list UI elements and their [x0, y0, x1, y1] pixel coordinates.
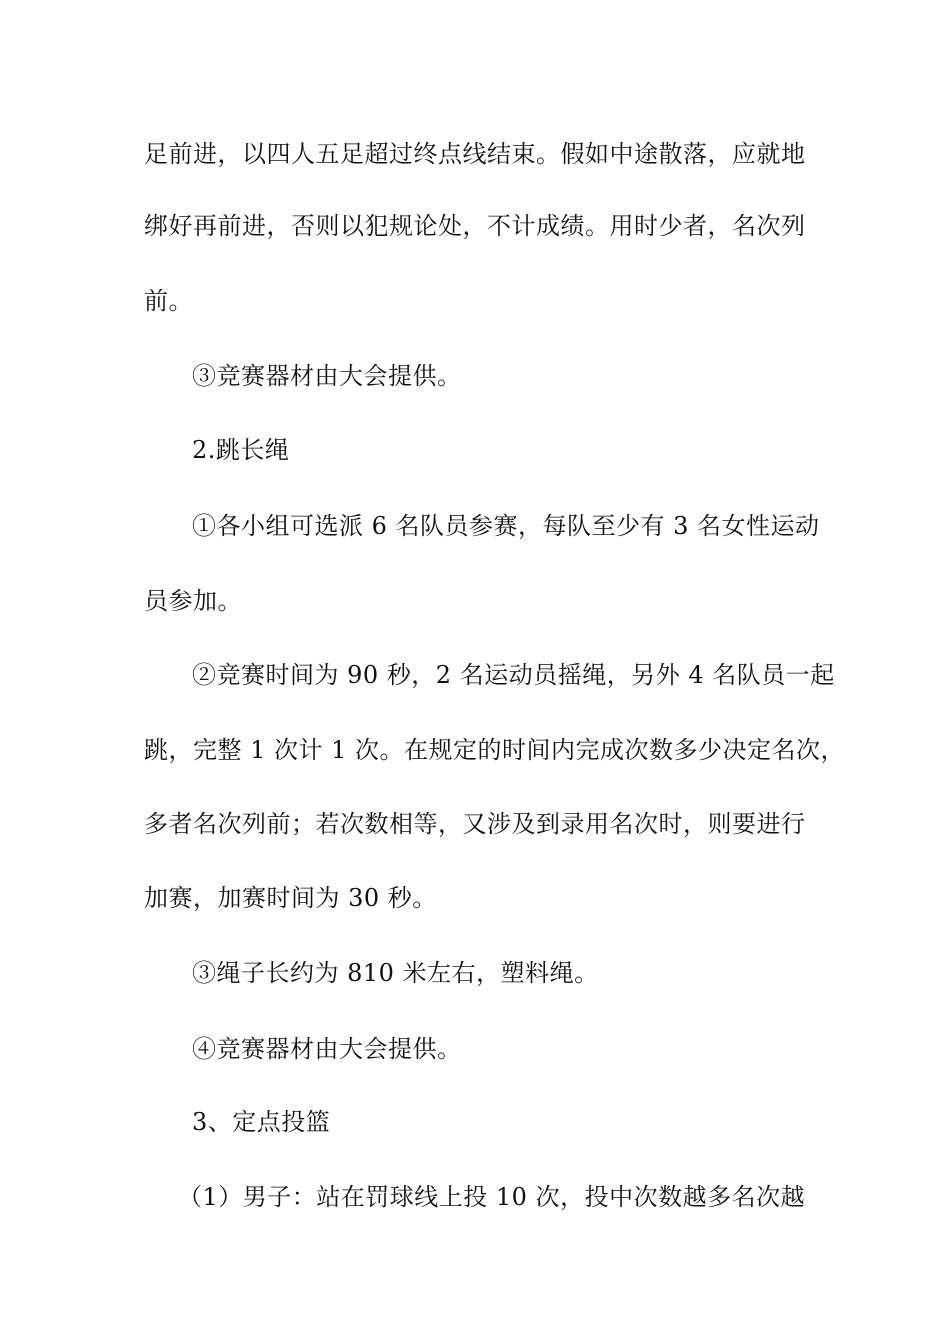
paragraph-line: 多者名次列前；若次数相等，又涉及到录用名次时，则要进行 [144, 810, 806, 838]
section-heading-long-rope: 2.跳长绳 [192, 436, 290, 464]
paragraph-line: 员参加。 [144, 587, 242, 615]
list-item-equipment: ④竞赛器材由大会提供。 [192, 1035, 462, 1063]
list-item-time: ②竞赛时间为 90 秒，2 名运动员摇绳，另外 4 名队员一起 [192, 661, 835, 689]
paragraph-line: 前。 [144, 287, 193, 315]
paragraph-line: 加赛，加赛时间为 30 秒。 [144, 884, 437, 912]
list-item-equipment: ③竞赛器材由大会提供。 [192, 362, 462, 390]
paragraph-line: 绑好再前进，否则以犯规论处，不计成绩。用时少者，名次列 [144, 212, 806, 240]
list-item-team: ①各小组可选派 6 名队员参赛，每队至少有 3 名女性运动 [192, 512, 820, 540]
section-heading-free-throw: 3、定点投篮 [192, 1108, 331, 1136]
paragraph-line: 足前进，以四人五足超过终点线结束。假如中途散落，应就地 [144, 140, 806, 168]
paragraph-line: 跳，完整 1 次计 1 次。在规定的时间内完成次数多少决定名次， [144, 736, 846, 764]
list-item-rope: ③绳子长约为 810 米左右，塑料绳。 [192, 959, 599, 987]
list-item-men: （1）男子：站在罚球线上投 10 次，投中次数越多名次越 [178, 1183, 806, 1211]
